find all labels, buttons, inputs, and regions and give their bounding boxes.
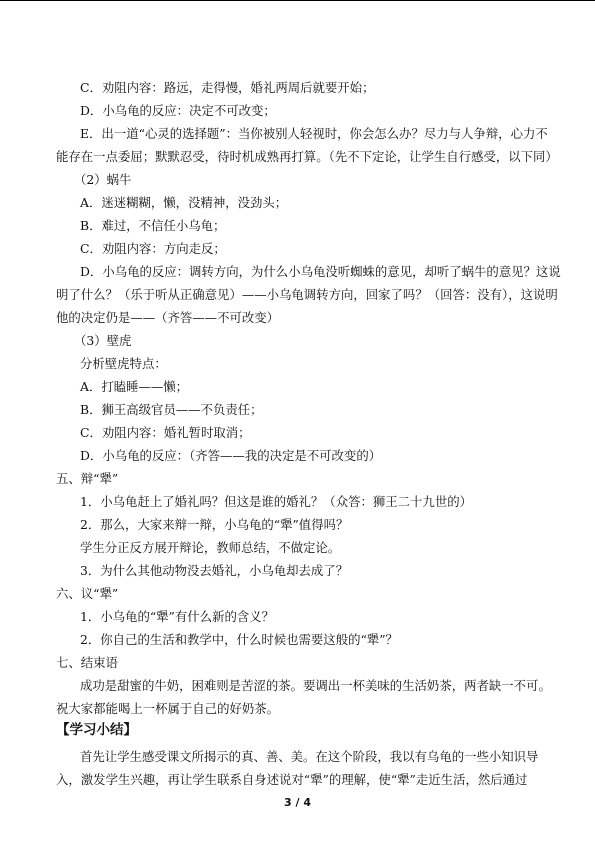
text-line: 入，激发学生兴趣，再让学生联系自身述说对“犟”的理解，使“犟”走近生活，然后通过 (56, 772, 528, 787)
text-line: B．难过，不信任小乌龟； (80, 218, 226, 233)
text-line: 2．那么，大家来辩一辩，小乌龟的“犟”值得吗？ (80, 517, 349, 532)
text-line: 分析壁虎特点： (80, 356, 167, 371)
section-heading-7: 七、结束语 (56, 655, 118, 670)
text-line: D．小乌龟的反应：调转方向，为什么小乌龟没听蜘蛛的意见，却听了蜗牛的意见？这说 (80, 264, 561, 279)
text-line: 首先让学生感受课文所揭示的真、善、美。在这个阶段，我以有乌龟的一些小知识导 (80, 749, 539, 764)
text-line: 3．为什么其他动物没去婚礼，小乌龟却去成了？ (80, 563, 349, 578)
text-line: C．劝阻内容：方向走反； (80, 241, 226, 256)
text-line: C．劝阻内容：婚礼暂时取消； (80, 425, 251, 440)
text-line: 祝大家都能喝上一杯属于自己的好奶茶。 (56, 701, 280, 716)
text-line: 他的决定仍是——（齐答——不可改变） (56, 310, 280, 325)
text-line: 学生分正反方展开辩论，教师总结，不做定论。 (80, 540, 341, 555)
summary-heading: 【学习小结】 (56, 722, 137, 738)
text-line: （2）蜗牛 (74, 172, 132, 187)
text-line: 能存在一点委屈；默默忍受，待时机成熟再打算。（先不下定论，让学生自行感受，以下同） (56, 149, 558, 164)
text-line: D．小乌龟的反应：（齐答——我的决定是不可改变的） (80, 448, 382, 463)
text-line: 1．小乌龟赶上了婚礼吗？但这是谁的婚礼？（众答：狮王二十九世的） (80, 494, 472, 509)
section-heading-5: 五、辩“犟” (56, 471, 119, 486)
page-number: 3 / 4 (284, 796, 311, 809)
text-line: C．劝阻内容：路远，走得慢，婚礼两周后就要开始； (80, 80, 375, 95)
section-heading-6: 六、议“犟” (56, 586, 119, 601)
text-line: 明了什么？（乐于听从正确意见）——小乌龟调转方向，回家了吗？（回答：没有），这说明 (56, 287, 558, 302)
text-line: （3）壁虎 (74, 333, 132, 348)
text-line: D．小乌龟的反应：决定不可改变； (80, 103, 276, 118)
text-line: 1．小乌龟的“犟”有什么新的含义？ (80, 609, 275, 624)
text-line: B．狮王高级官员——不负责任； (80, 402, 263, 417)
text-line: A．打瞌睡——懒； (80, 379, 189, 394)
text-line: E．出一道“心灵的选择题”：当你被别人轻视时，你会怎么办？尽力与人争辩，心力不 (80, 126, 548, 141)
text-line: A．迷迷糊糊，懒，没精神，没劲头； (80, 195, 288, 210)
text-line: 2．你自己的生活和教学中，什么时候也需要这般的“犟”？ (80, 632, 398, 647)
text-line: 成功是甜蜜的牛奶，困难则是苦涩的茶。要调出一杯美味的生活奶茶，两者缺一不可。 (80, 678, 551, 693)
